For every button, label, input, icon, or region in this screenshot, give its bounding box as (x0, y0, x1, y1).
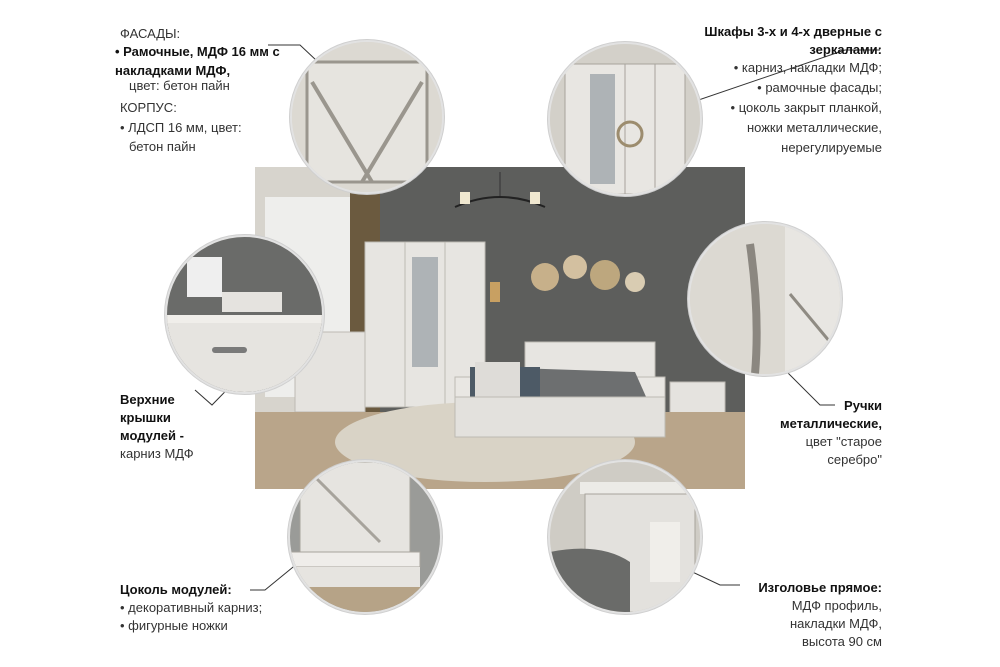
wardrobe-item-1-text: карниз, накладки МДФ; (741, 60, 882, 75)
bullet-dot: • (120, 600, 129, 615)
wardrobe-detail-image (550, 44, 700, 194)
wardrobe-item-3-text: цоколь закрыт планкой, (738, 100, 882, 115)
body-bullet (120, 118, 242, 137)
bedroom-photo (255, 167, 745, 489)
wardrobe-item-3 (731, 98, 882, 117)
tops-text: карниз МДФ (120, 446, 194, 461)
bullet-dot: • (730, 100, 739, 115)
top-cover-detail-circle (165, 235, 324, 394)
headboard-text-2: накладки МДФ, (789, 616, 882, 631)
plinth-detail-image (290, 462, 440, 612)
wardrobe-item-2-text: рамочные фасады; (765, 80, 882, 95)
handle-detail-image (690, 224, 840, 374)
plinth-detail-circle (288, 460, 442, 614)
wardrobe-title-1: Шкафы 3-х и 4-х дверные с (704, 24, 882, 39)
plinth-item-2-text: фигурные ножки (128, 618, 228, 633)
headboard-text-1: МДФ профиль, (791, 598, 882, 613)
body-color: бетон пайн (129, 139, 196, 154)
tops-title-2: крышки (120, 410, 171, 425)
handle-detail-circle (688, 222, 842, 376)
wardrobe-detail-circle (548, 42, 702, 196)
tops-title-3: модулей - (120, 428, 184, 443)
handles-title-1: Ручки (844, 398, 882, 413)
body-title: КОРПУС: (120, 100, 177, 115)
headboard-detail-circle (548, 460, 702, 614)
facade-detail-image (292, 42, 442, 192)
wardrobe-item-1 (734, 58, 882, 77)
facades-color: цвет: бетон пайн (129, 78, 230, 93)
headboard-text-3: высота 90 см (802, 634, 882, 649)
facades-bullet (115, 42, 285, 80)
facades-bullet-text: Рамочные, МДФ 16 мм с накладками МДФ, (115, 44, 280, 78)
handles-text-2: серебро" (827, 452, 882, 467)
facades-title: ФАСАДЫ: (120, 26, 181, 41)
bullet-dot: • (120, 120, 129, 135)
facade-detail-circle (290, 40, 444, 194)
bedroom-illustration (255, 167, 745, 489)
plinth-title: Цоколь модулей: (120, 582, 232, 597)
tops-title-1: Верхние (120, 392, 175, 407)
top-cover-detail-image (167, 237, 322, 392)
bullet-dot: • (757, 80, 766, 95)
handles-title-2: металлические, (780, 416, 882, 431)
wardrobe-title-2: зеркалами: (809, 42, 882, 57)
handles-text-1: цвет "старое (805, 434, 882, 449)
plinth-item-2 (120, 616, 228, 635)
headboard-title: Изголовье прямое: (758, 580, 882, 595)
wardrobe-item-3b: ножки металлические, (746, 120, 882, 135)
bullet-dot: • (115, 44, 124, 59)
plinth-item-1-text: декоративный карниз; (128, 600, 263, 615)
wardrobe-item-2 (757, 78, 882, 97)
wardrobe-item-3c: нерегулируемые (781, 140, 882, 155)
headboard-detail-image (550, 462, 700, 612)
bullet-dot: • (120, 618, 129, 633)
bullet-dot: • (733, 60, 742, 75)
body-bullet-text: ЛДСП 16 мм, цвет: (128, 120, 242, 135)
plinth-item-1 (120, 598, 262, 617)
